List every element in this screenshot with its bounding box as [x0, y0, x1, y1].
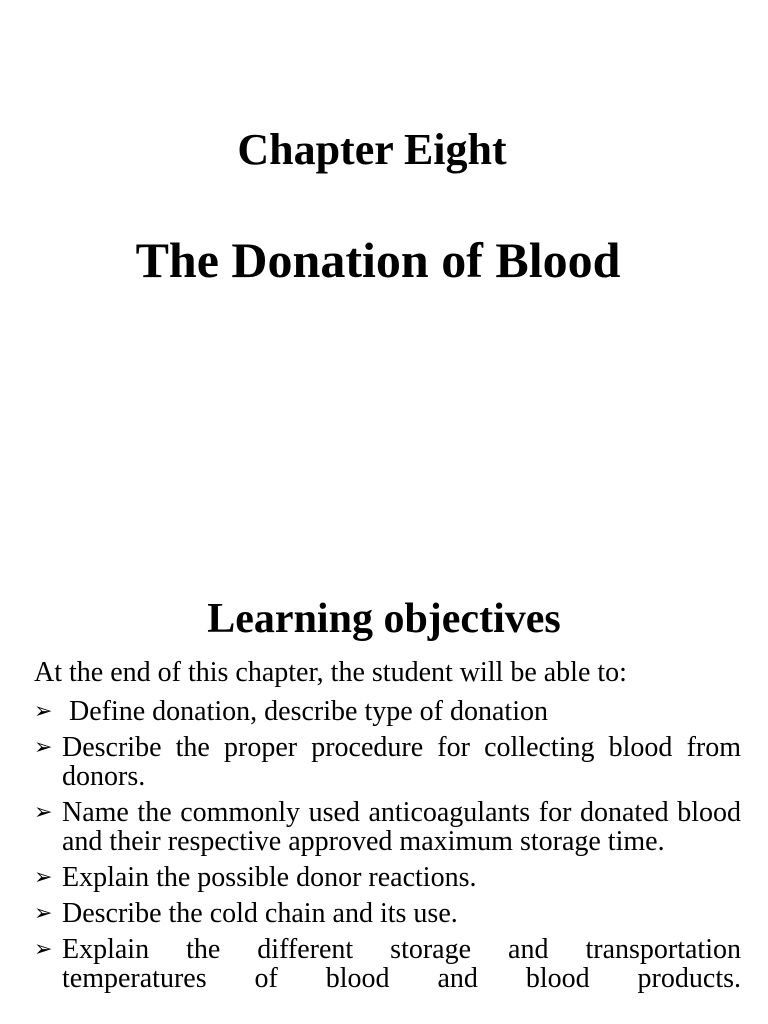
- objective-item: [34, 935, 741, 993]
- arrowhead-bullet-icon: ➢: [34, 865, 53, 890]
- objective-text: Define donation, describe type of donation: [69, 696, 548, 727]
- objectives-heading: Learning objectives: [207, 596, 561, 642]
- objective-item: [34, 733, 741, 791]
- learning-objectives-slide: [0, 585, 768, 1024]
- objective-text: Explain the possible donor reactions.: [62, 862, 477, 893]
- objective-item: [34, 697, 741, 726]
- objective-item: [34, 899, 741, 928]
- arrowhead-bullet-icon: ➢: [34, 901, 53, 926]
- arrowhead-bullet-icon: ➢: [34, 699, 53, 724]
- objective-text: Name the commonly used anticoagulants for donated blood and their respective approved maximum storage time.: [62, 797, 741, 857]
- objective-text: Explain the different storage and transportation temperatures of blood and blood products.: [62, 934, 741, 994]
- objective-item: [34, 863, 741, 892]
- chapter-label: Chapter Eight: [237, 125, 507, 174]
- objective-text: Describe the proper procedure for collecting blood from donors.: [62, 732, 741, 792]
- objectives-list: [34, 697, 741, 1000]
- arrowhead-bullet-icon: ➢: [34, 800, 53, 825]
- arrowhead-bullet-icon: ➢: [34, 937, 53, 962]
- objectives-intro: At the end of this chapter, the student will be able to:: [34, 657, 627, 688]
- arrowhead-bullet-icon: ➢: [34, 735, 53, 760]
- objective-text: Describe the cold chain and its use.: [62, 898, 458, 929]
- objective-item: [34, 798, 741, 856]
- chapter-title: The Donation of Blood: [135, 232, 621, 288]
